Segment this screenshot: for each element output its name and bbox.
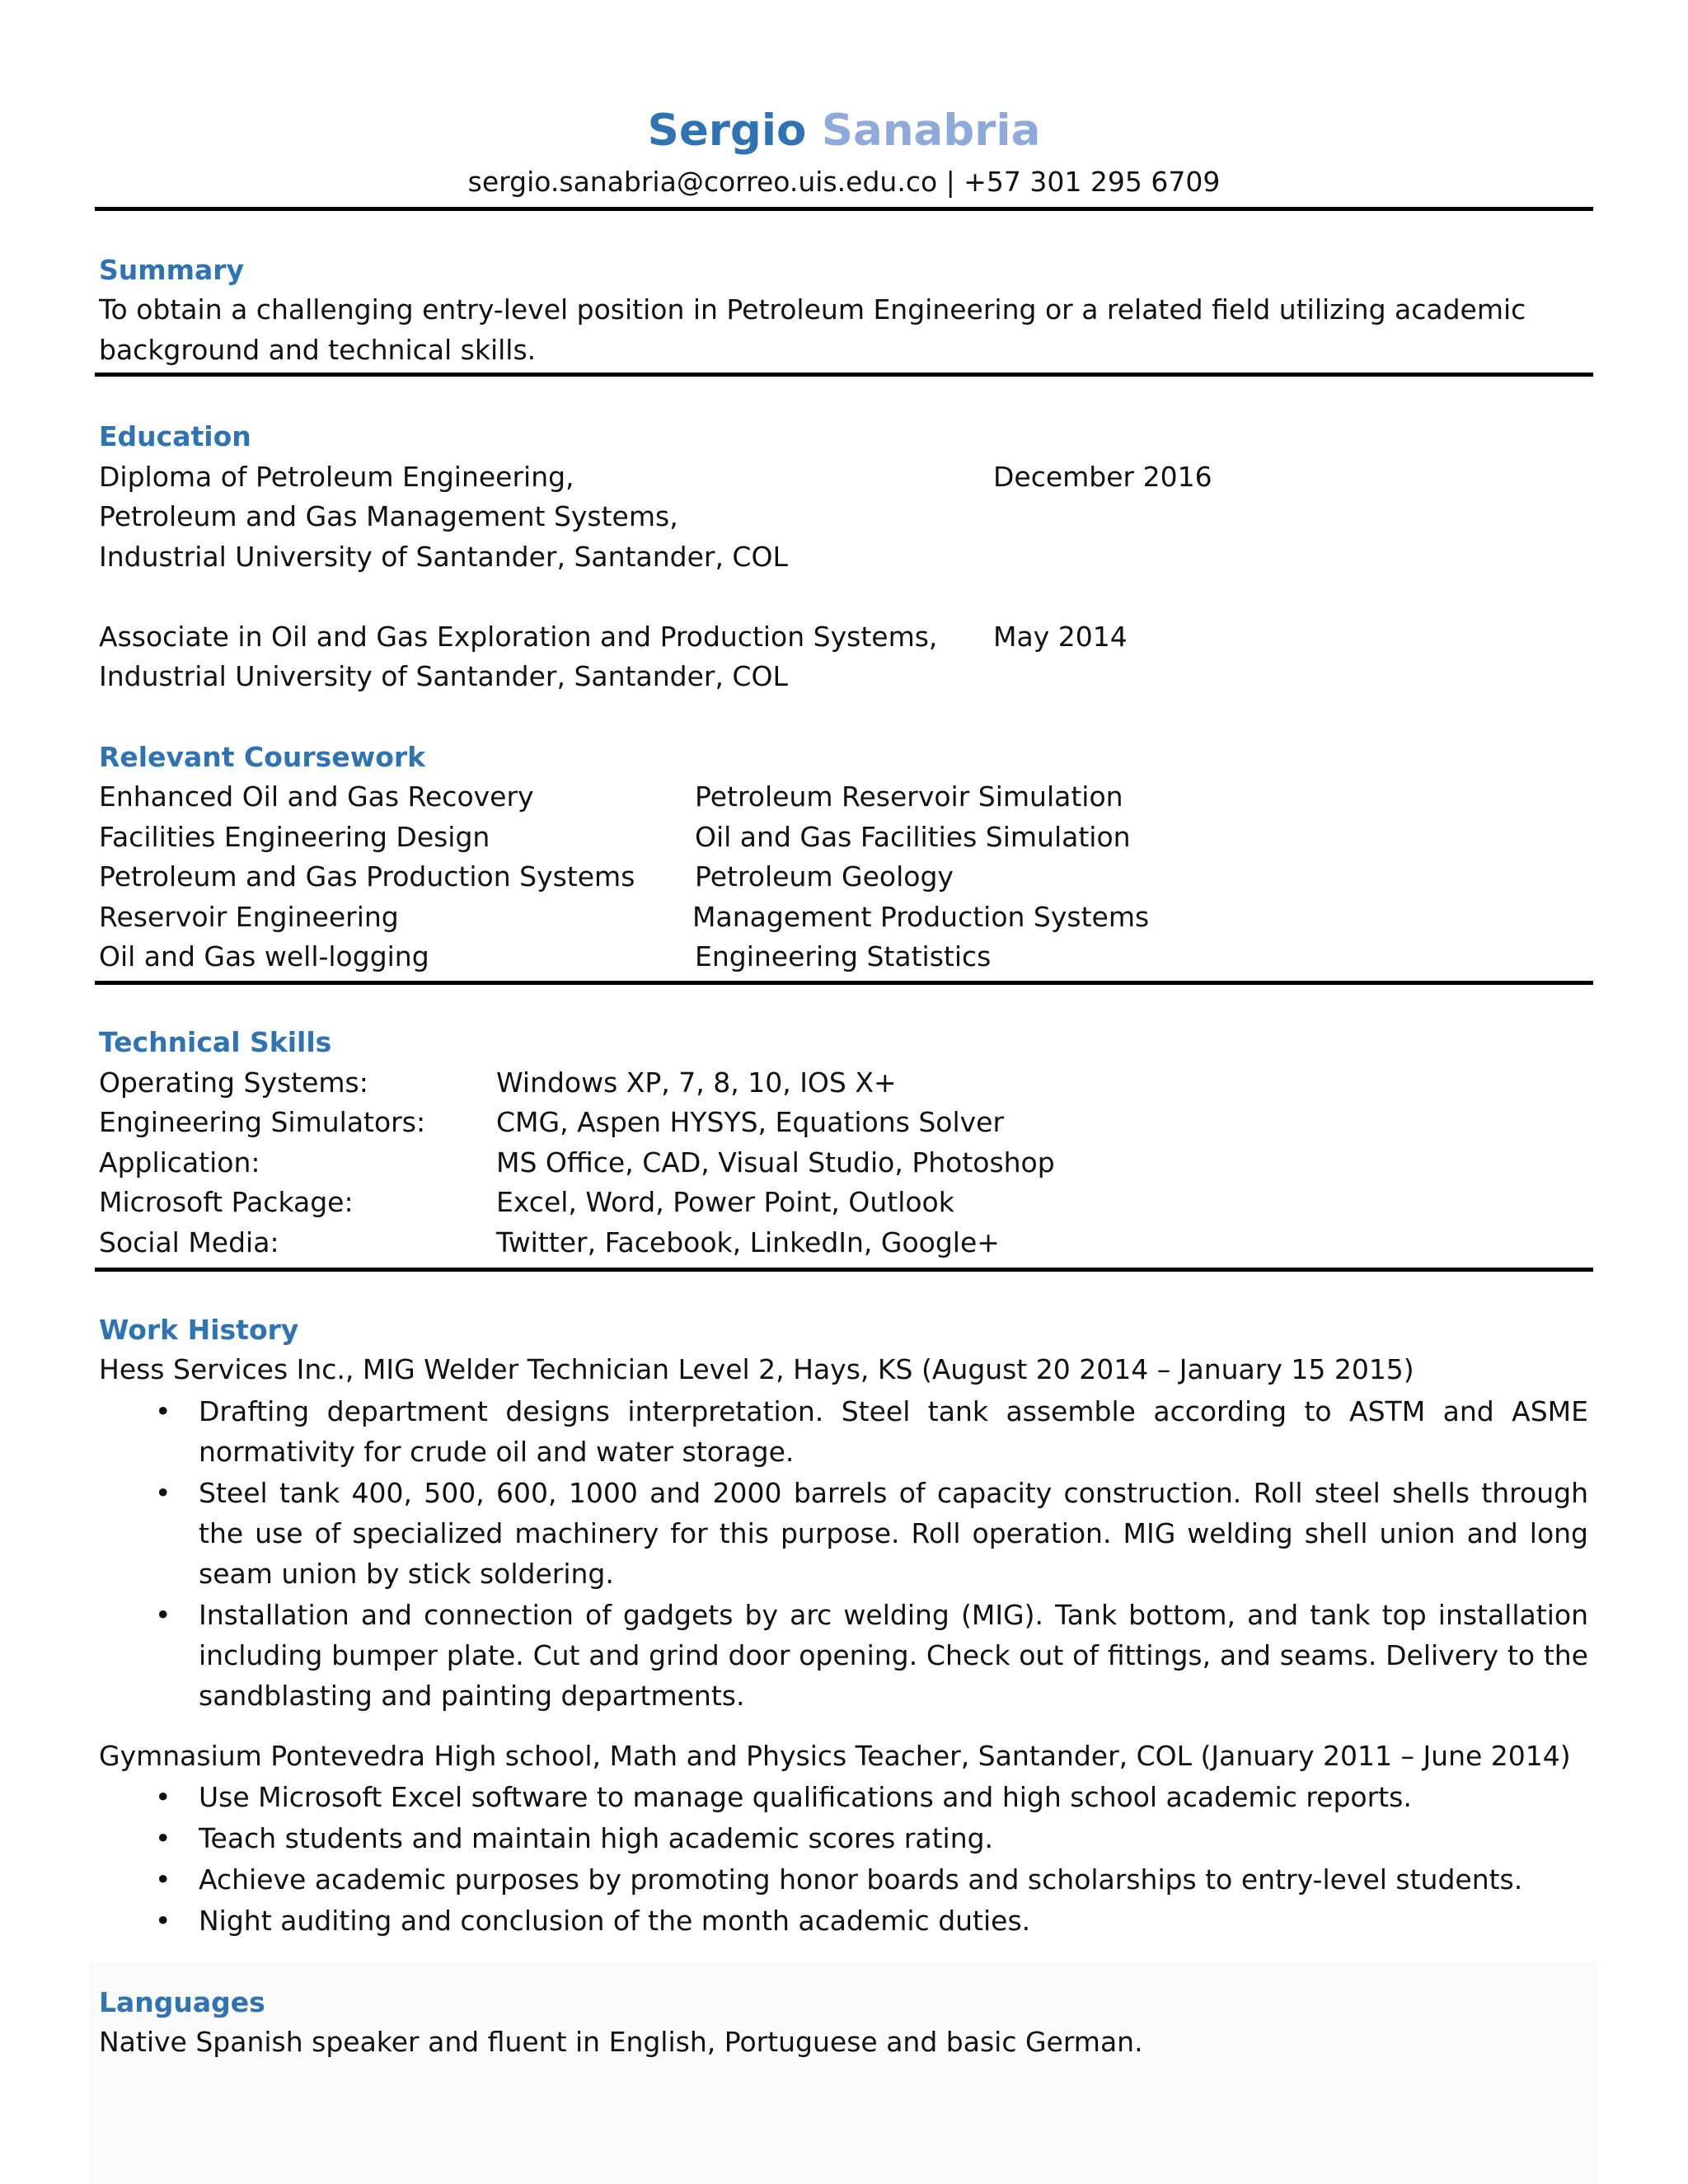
- skill-value: CMG, Aspen HYSYS, Equations Solver: [496, 1106, 1005, 1138]
- bullet-icon: •: [155, 1599, 171, 1631]
- education-heading: Education: [99, 420, 251, 452]
- languages-heading: Languages: [99, 1986, 265, 2018]
- education-1-date: December 2016: [993, 461, 1212, 493]
- job-bullet: Steel tank 400, 500, 600, 1000 and 2000 barrels of capacity construction. Roll steel shells through the use of specialized machinery for this purpose. Roll operation. MIG welding shell union and long seam union by stick soldering.: [199, 1477, 1588, 1590]
- course-item: Enhanced Oil and Gas Recovery: [99, 780, 534, 813]
- skill-label: Engineering Simulators:: [99, 1106, 426, 1138]
- education-1-line-2: Petroleum and Gas Management Systems,: [99, 500, 678, 532]
- coursework-divider: [95, 981, 1593, 985]
- skill-label: Social Media:: [99, 1226, 279, 1258]
- skill-value: Excel, Word, Power Point, Outlook: [496, 1186, 954, 1218]
- job-bullet: Installation and connection of gadgets by arc welding (MIG). Tank bottom, and tank top installation including bumper plate. Cut and grind door opening. Check out of fittings, and seams. Delivery to the sandblasting and painting departments.: [199, 1599, 1588, 1712]
- education-1-line-3: Industrial University of Santander, Santander, COL: [99, 541, 788, 573]
- skill-value: MS Office, CAD, Visual Studio, Photoshop: [496, 1146, 1055, 1179]
- job-bullet: Achieve academic purposes by promoting honor boards and scholarships to entry-level students.: [199, 1863, 1523, 1896]
- course-item: Facilities Engineering Design: [99, 821, 490, 853]
- bullet-icon: •: [155, 1477, 171, 1509]
- skill-value: Twitter, Facebook, LinkedIn, Google+: [496, 1226, 1000, 1258]
- course-item: Petroleum and Gas Production Systems: [99, 860, 635, 893]
- bullet-icon: •: [155, 1863, 171, 1896]
- skill-label: Operating Systems:: [99, 1066, 368, 1099]
- candidate-name: [0, 101, 1688, 162]
- languages-text: Native Spanish speaker and fluent in English, Portuguese and basic German.: [99, 2026, 1143, 2058]
- coursework-heading: Relevant Coursework: [99, 741, 426, 773]
- bullet-icon: •: [155, 1781, 171, 1813]
- course-item: Oil and Gas Facilities Simulation: [695, 821, 1131, 853]
- education-2-line-2: Industrial University of Santander, Santander, COL: [99, 660, 788, 692]
- skill-label: Application:: [99, 1146, 260, 1179]
- course-item: Oil and Gas well-logging: [99, 940, 429, 972]
- course-item: Reservoir Engineering: [99, 901, 399, 933]
- skills-heading: Technical Skills: [99, 1026, 332, 1058]
- skill-value: Windows XP, 7, 8, 10, IOS X+: [496, 1066, 897, 1099]
- education-2-line-1: Associate in Oil and Gas Exploration and Production Systems,: [99, 621, 938, 653]
- contact-line: sergio.sanabria@correo.uis.edu.co | +57 301 295 6709: [467, 166, 1221, 198]
- job-bullet: Use Microsoft Excel software to manage qualifications and high school academic reports.: [199, 1781, 1412, 1813]
- last-name: Sanabria: [821, 105, 1041, 156]
- first-name: Sergio: [647, 105, 807, 156]
- skills-divider: [95, 1268, 1593, 1272]
- job-title: Hess Services Inc., MIG Welder Technician Level 2, Hays, KS (August 20 2014 – January 15 2015): [99, 1353, 1414, 1385]
- skill-label: Microsoft Package:: [99, 1186, 354, 1218]
- job-bullet: Teach students and maintain high academic scores rating.: [199, 1822, 994, 1854]
- summary-divider: [95, 373, 1593, 377]
- job-bullet: Night auditing and conclusion of the month academic duties.: [199, 1905, 1031, 1937]
- bullet-icon: •: [155, 1905, 171, 1937]
- course-item: Petroleum Reservoir Simulation: [695, 780, 1123, 813]
- job-title: Gymnasium Pontevedra High school, Math and Physics Teacher, Santander, COL (January 2011 – June 2014): [99, 1740, 1571, 1772]
- background-shade: [89, 1961, 1597, 2184]
- course-item: Management Production Systems: [692, 901, 1150, 933]
- header-divider: [95, 207, 1593, 211]
- education-1-line-1: Diploma of Petroleum Engineering,: [99, 461, 574, 493]
- education-2-date: May 2014: [993, 621, 1128, 653]
- work-heading: Work History: [99, 1314, 299, 1346]
- bullet-icon: •: [155, 1822, 171, 1854]
- job-bullet: Drafting department designs interpretation. Steel tank assemble according to ASTM and ASME normativity for crude oil and water storage.: [199, 1395, 1588, 1468]
- bullet-icon: •: [155, 1395, 171, 1427]
- course-item: Engineering Statistics: [695, 940, 992, 972]
- course-item: Petroleum Geology: [695, 860, 954, 893]
- summary-text: To obtain a challenging entry-level position in Petroleum Engineering or a related field utilizing academic background and technical skills.: [99, 293, 1526, 366]
- summary-heading: Summary: [99, 254, 245, 286]
